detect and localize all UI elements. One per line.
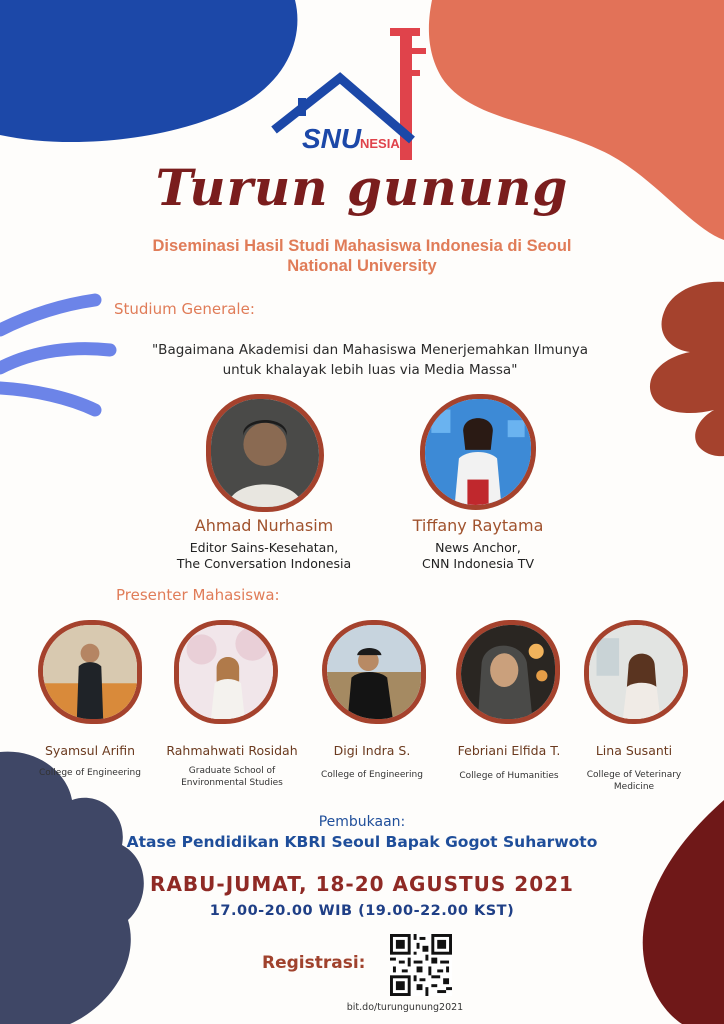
presenter-photo-rahmahwati xyxy=(174,620,278,724)
top-left-blue-blob xyxy=(0,0,297,142)
presenter-name-lina: Lina Susanti xyxy=(595,743,673,758)
presenter-name-febriani: Febriani Elfida T. xyxy=(457,743,561,758)
logo-text-right: NESIA xyxy=(360,136,400,151)
presenter-photo-syamsul xyxy=(38,620,142,724)
speaker-org-tiffany: CNN Indonesia TV xyxy=(421,556,534,571)
speaker-name-tiffany: Tiffany Raytama xyxy=(412,516,544,535)
portrait-man-icon xyxy=(211,399,319,507)
event-time: 17.00-20.00 WIB (19.00-22.00 KST) xyxy=(209,903,515,919)
registration-label: Registrasi: xyxy=(262,953,366,973)
speaker-role-ahmad: Editor Sains-Kesehatan, xyxy=(189,540,339,555)
presenter-photo-lina xyxy=(584,620,688,724)
opening-speaker: Atase Pendidikan KBRI Seoul Bapak Gogot Suharwoto xyxy=(126,833,598,851)
right-rust-leaf xyxy=(650,282,724,456)
portrait-woman-cafe-icon xyxy=(589,625,683,719)
presenter-affiliation-digi: College of Engineering xyxy=(321,770,423,780)
presenter-affiliation-lina: College of Veterinary Medicine xyxy=(586,770,682,792)
portrait-man-autumn-icon xyxy=(43,625,137,719)
studium-generale-label: Studium Generale: xyxy=(114,300,255,318)
presenter-name-rahmahwati: Rahmahwati Rosidah xyxy=(166,743,298,758)
portrait-woman-hijab-icon xyxy=(461,625,555,719)
speaker-role-tiffany: News Anchor, xyxy=(435,540,521,555)
presenter-label: Presenter Mahasiswa: xyxy=(116,586,280,604)
left-blue-strokes xyxy=(0,300,110,410)
portrait-woman-anchor-icon xyxy=(425,399,531,505)
presenter-photo-digi xyxy=(322,620,426,724)
speaker-name-ahmad: Ahmad Nurhasim xyxy=(194,516,334,535)
opening-label: Pembukaan: xyxy=(318,814,406,830)
event-date: RABU-JUMAT, 18-20 AGUSTUS 2021 xyxy=(150,872,574,896)
topic-quote: "Bagaimana Akademisi dan Mahasiswa Menerjemahkan Ilmunya untuk khalayak lebih luas via Media Massa" xyxy=(151,342,589,378)
speaker-photo-ahmad xyxy=(206,394,324,512)
portrait-woman-blossom-icon xyxy=(179,625,273,719)
presenter-photo-febriani xyxy=(456,620,560,724)
registration-url[interactable]: bit.do/turungunung2021 xyxy=(346,1002,464,1013)
presenter-name-syamsul: Syamsul Arifin xyxy=(44,743,135,758)
event-subtitle: Diseminasi Hasil Studi Mahasiswa Indonesia di Seoul National University xyxy=(152,237,572,275)
event-title: Turun gunung xyxy=(155,158,569,217)
portrait-man-park-icon xyxy=(327,625,421,719)
logo-text-left: SNU xyxy=(302,123,362,154)
presenter-affiliation-syamsul: College of Engineering xyxy=(39,768,141,778)
snunesia-logo xyxy=(262,20,462,170)
presenter-affiliation-rahmahwati: Graduate School of Environmental Studies xyxy=(181,766,283,788)
qr-code-icon[interactable] xyxy=(390,934,452,996)
presenter-name-digi: Digi Indra S. xyxy=(333,743,411,758)
speaker-org-ahmad: The Conversation Indonesia xyxy=(176,556,352,571)
presenter-affiliation-febriani: College of Humanities xyxy=(459,771,559,781)
